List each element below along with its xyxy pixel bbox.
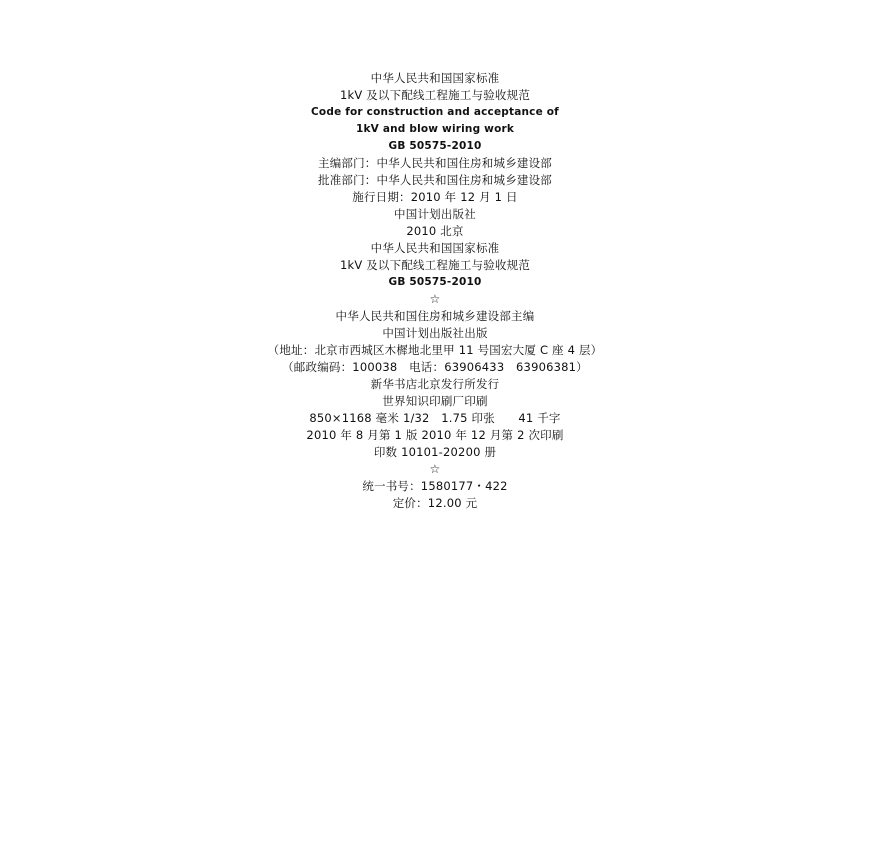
document-title-cn: 1kV 及以下配线工程施工与验收规范 — [339, 88, 531, 102]
document-title-cn-2: 1kV 及以下配线工程施工与验收规范 — [339, 258, 531, 272]
effective-date: 施行日期：2010 年 12 月 1 日 — [352, 190, 518, 204]
price-line: 定价：12.00 元 — [392, 496, 478, 510]
print-run-line: 印数 10101-20200 册 — [373, 445, 497, 459]
book-number-line: 统一书号：1580177・422 — [362, 479, 508, 493]
editing-department: 主编部门：中华人民共和国住房和城乡建设部 — [318, 156, 552, 170]
standard-number-2: GB 50575-2010 — [388, 276, 482, 288]
publish-year-city: 2010 北京 — [406, 224, 464, 238]
chief-editor-line: 中华人民共和国住房和城乡建设部主编 — [335, 309, 535, 323]
publisher-line: 中国计划出版社出版 — [382, 326, 488, 340]
edition-printing-line: 2010 年 8 月第 1 版 2010 年 12 月第 2 次印刷 — [306, 428, 564, 442]
document-title-en-line2: 1kV and blow wiring work — [355, 123, 515, 135]
distributor-line: 新华书店北京发行所发行 — [370, 377, 500, 391]
standard-category-line: 中华人民共和国国家标准 — [370, 71, 500, 85]
standard-category-line-2: 中华人民共和国国家标准 — [370, 241, 500, 255]
star-divider: ☆ — [429, 292, 441, 306]
document-page — [0, 70, 870, 512]
publisher-name: 中国计划出版社 — [394, 207, 476, 221]
standard-number: GB 50575-2010 — [388, 140, 482, 152]
publisher-address: （地址：北京市西城区木樨地北里甲 11 号国宏大厦 C 座 4 层） — [267, 343, 603, 357]
document-title-en-line1: Code for construction and acceptance of — [311, 106, 559, 118]
format-specs-line: 850×1168 毫米 1/32 1.75 印张 41 千字 — [309, 411, 561, 425]
postal-phone-line: （邮政编码：100038 电话：63906433 63906381） — [282, 360, 588, 374]
star-divider-2: ☆ — [429, 462, 441, 476]
approving-department: 批准部门：中华人民共和国住房和城乡建设部 — [318, 173, 552, 187]
printer-line: 世界知识印刷厂印刷 — [382, 394, 488, 408]
